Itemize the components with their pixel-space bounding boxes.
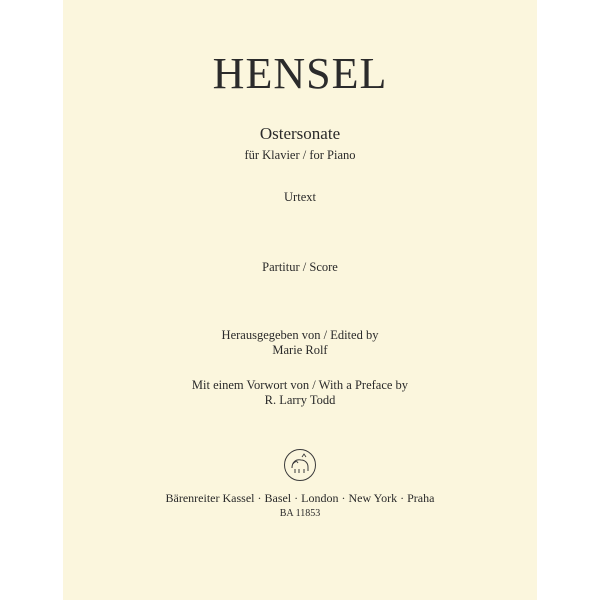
publisher-line: Bärenreiter Kassel · Basel · London · New York · Praha — [165, 491, 435, 505]
preface-author: R. Larry Todd — [264, 393, 336, 407]
editor-name: Marie Rolf — [272, 343, 328, 357]
composer-name: HENSEL — [212, 49, 388, 98]
editor-label: Herausgegeben von / Edited by — [221, 328, 379, 342]
score-cover — [63, 0, 537, 600]
catalog-number: BA 11853 — [279, 508, 321, 519]
preface-label: Mit einem Vorwort von / With a Preface by — [191, 378, 409, 392]
format-label: Partitur / Score — [262, 260, 338, 274]
work-title: Ostersonate — [259, 124, 341, 143]
work-subtitle: für Klavier / for Piano — [244, 148, 356, 162]
baerenreiter-logo-icon — [283, 448, 317, 482]
edition-label: Urtext — [284, 190, 316, 204]
